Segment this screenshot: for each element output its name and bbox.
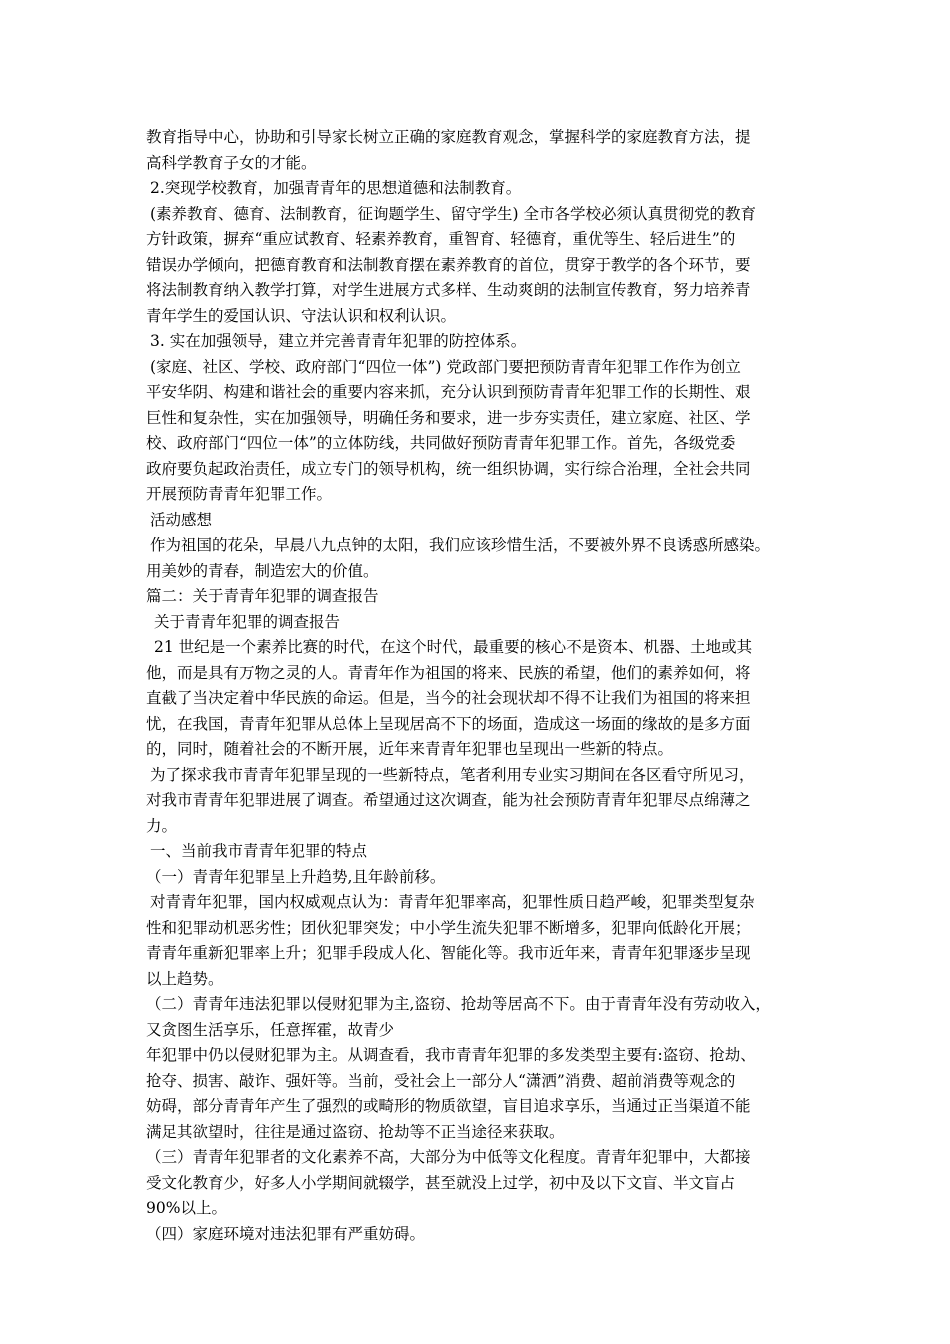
section-heading: 活动感想: [150, 510, 213, 529]
paragraph-line: 妨碍，部分青青年产生了强烈的或畸形的物质欲望，盲目追求享乐，当通过正当渠道不能: [146, 1097, 751, 1115]
paragraph-line: 错误办学倾向，把德育教育和法制教育摆在素养教育的首位，贯穿于教学的各个环节，要: [146, 255, 751, 274]
paragraph-line: 高科学教育子女的才能。: [146, 153, 317, 172]
paragraph-line: (素养教育、德育、法制教育，征询题学生、留守学生) 全市各学校必须认真贯彻党的教育: [150, 204, 757, 223]
paragraph-line: 忧，在我国，青青年犯罪从总体上呈现居高不下的场面，造成这一场面的缘故的是多方面: [146, 714, 751, 733]
paragraph-line: 他，而是具有万物之灵的人。青青年作为祖国的将来、民族的希望，他们的素养如何，将: [146, 663, 751, 682]
document-body: [146, 125, 828, 1247]
section-heading: 2.突现学校教育，加强青青年的思想道德和法制教育。: [150, 179, 522, 197]
paragraph-line: (家庭、社区、学校、政府部门“四位一体”) 党政部门要把预防青青年犯罪工作作为创立: [150, 357, 741, 376]
report-title: 关于青青年犯罪的调查报告: [154, 612, 341, 631]
paragraph-line: 为了探求我市青青年犯罪呈现的一些新特点，笔者利用专业实习期间在各区看守所见习，: [150, 765, 755, 784]
paragraph-line: 性和犯罪动机恶劣性；团伙犯罪突发；中小学生流失犯罪不断增多，犯罪向低龄化开展；: [146, 918, 751, 937]
paragraph-line: 年犯罪中仍以侵财犯罪为主。从调查看，我市青青年犯罪的多发类型主要有:盗窃、抢劫、: [146, 1046, 756, 1064]
subsection-heading: （四）家庭环境对违法犯罪有严重妨碍。: [146, 1224, 426, 1243]
subsection-heading: （三）青青年犯罪者的文化素养不高，大部分为中低等文化程度。青青年犯罪中，大都接: [146, 1148, 751, 1166]
paragraph-line: 政府要负起政治责任，成立专门的领导机构，统一组织协调，实行综合治理，全社会共同: [146, 459, 751, 478]
paragraph-line: 又贪图生活享乐，任意挥霍，故青少: [146, 1020, 395, 1039]
paragraph-line: 开展预防青青年犯罪工作。: [146, 485, 333, 503]
paragraph-line: 直截了当决定着中华民族的命运。但是，当今的社会现状却不得不让我们为祖国的将来担: [146, 689, 751, 707]
paragraph-line: 巨性和复杂性，实在加强领导，明确任务和要求，进一步夯实责任，建立家庭、社区、学: [146, 408, 751, 427]
section-heading: 一、当前我市青青年犯罪的特点: [150, 842, 368, 860]
paragraph-line: 用美妙的青春，制造宏大的价值。: [146, 561, 379, 580]
paragraph-line: 将法制教育纳入教学打算，对学生进展方式多样、生动爽朗的法制宣传教育，努力培养青: [146, 281, 751, 299]
paragraph-line: 满足其欲望时，往往是通过盗窃、抢劫等不正当途径来获取。: [146, 1122, 565, 1141]
paragraph-line: 的，同时，随着社会的不断开展，近年来青青年犯罪也呈现出一些新的特点。: [146, 740, 674, 758]
paragraph-line: 对我市青青年犯罪进展了调查。希望通过这次调查，能为社会预防青青年犯罪尽点绵薄之: [146, 791, 751, 809]
paragraph-line: 作为祖国的花朵，早晨八九点钟的太阳，我们应该珍惜生活，不要被外界不良诱惑所感染。: [150, 536, 771, 554]
paragraph-line: 抢夺、损害、敲诈、强奸等。当前，受社会上一部分人“潇洒”消费、超前消费等观念的: [146, 1071, 736, 1090]
paragraph-line: 以上趋势。: [146, 969, 224, 988]
article-title: 篇二：关于青青年犯罪的调查报告: [146, 587, 379, 605]
paragraph-line: 方针政策，摒弃“重应试教育、轻素养教育，重智育、轻德育，重优等生、轻后进生”的: [146, 230, 736, 248]
paragraph-line: 教育指导中心，协助和引导家长树立正确的家庭教育观念，掌握科学的家庭教育方法，提: [146, 128, 751, 146]
subsection-heading: （二）青青年违法犯罪以侵财犯罪为主,盗窃、抢劫等居高不下。由于青青年没有劳动收入，: [146, 995, 771, 1013]
paragraph-line: 青青年重新犯罪率上升；犯罪手段成人化、智能化等。我市近年来，青青年犯罪逐步呈现: [146, 944, 751, 962]
paragraph-line: 90%以上。: [146, 1199, 227, 1217]
paragraph-line: 受文化教育少，好多人小学期间就辍学，甚至就没上过学，初中及以下文盲、半文盲占: [146, 1173, 736, 1192]
paragraph-line: 平安华阴、构建和谐社会的重要内容来抓，充分认识到预防青青年犯罪工作的长期性、艰: [146, 383, 751, 401]
paragraph-line: 力。: [146, 816, 178, 835]
section-heading: 3. 实在加强领导，建立并完善青青年犯罪的防控体系。: [150, 332, 527, 350]
paragraph-line: 对青青年犯罪，国内权威观点认为：青青年犯罪率高，犯罪性质日趋严峻，犯罪类型复杂: [150, 893, 755, 911]
paragraph-line: 青年学生的爱国认识、守法认识和权利认识。: [146, 306, 457, 325]
subsection-heading: （一）青青年犯罪呈上升趋势,且年龄前移。: [146, 867, 446, 886]
paragraph-line: 校、政府部门“四位一体”的立体防线，共同做好预防青青年犯罪工作。首先，各级党委: [146, 434, 736, 452]
paragraph-line: 21 世纪是一个素养比赛的时代，在这个时代，最重要的核心不是资本、机器、土地或其: [154, 638, 753, 656]
